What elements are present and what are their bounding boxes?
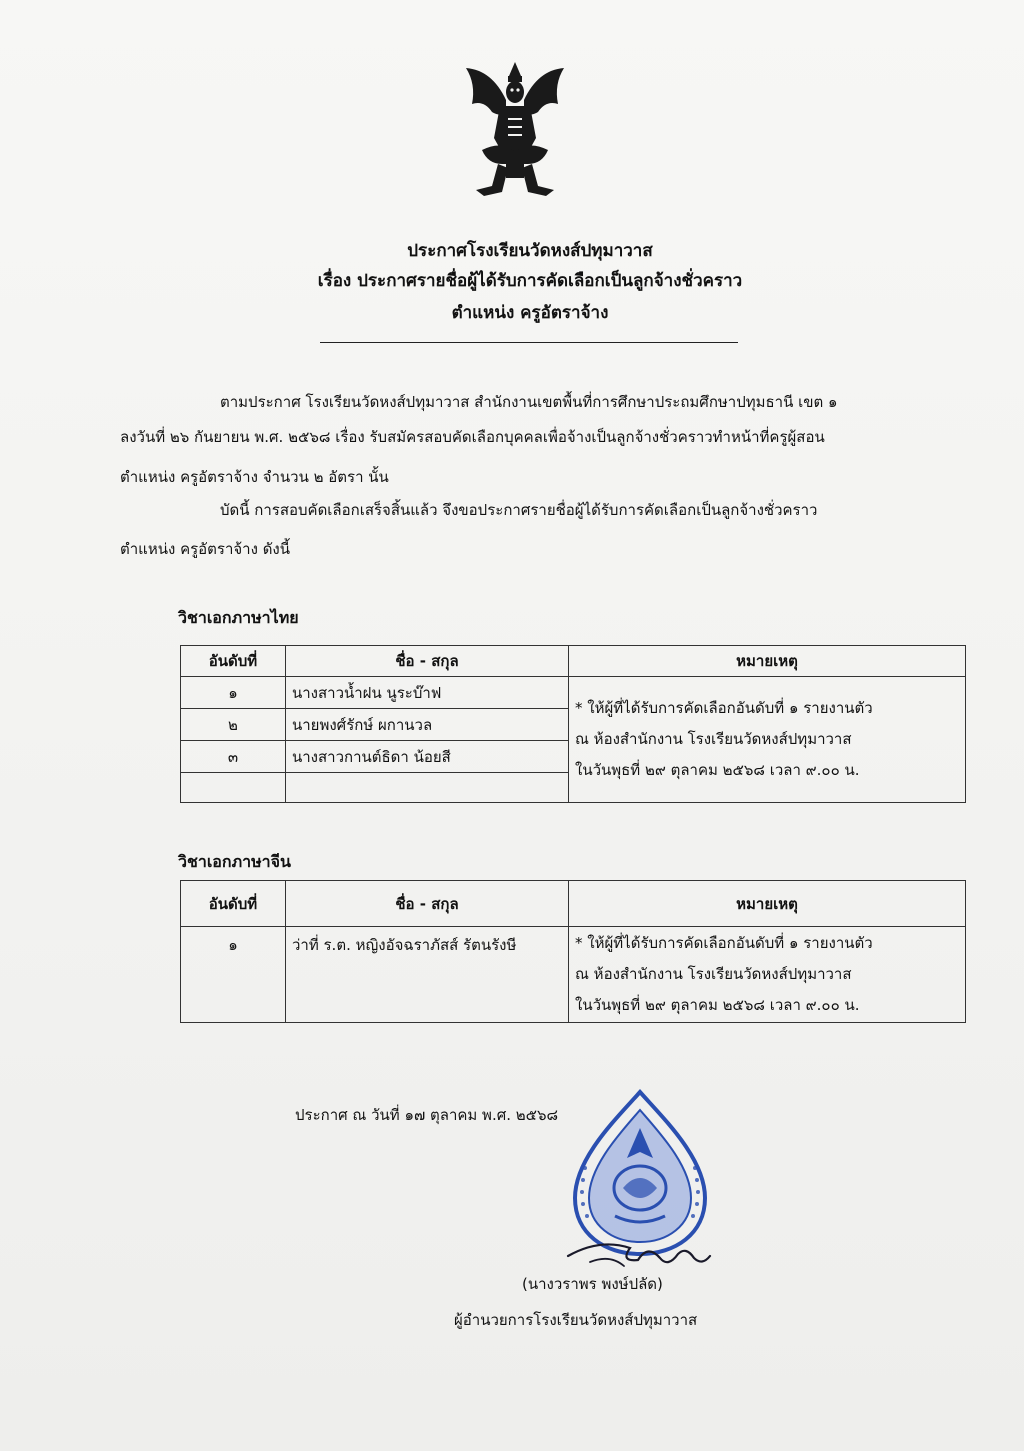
results-table-chinese	[180, 880, 966, 1023]
results-table-thai	[180, 645, 966, 803]
note-line: * ให้ผู้ที่ได้รับการคัดเลือกอันดับที่ ๑ รายงานตัว	[575, 934, 873, 952]
announcement-title: ประกาศโรงเรียนวัดหงส์ปทุมาวาส	[407, 241, 653, 261]
rank-cell: ๑	[181, 927, 286, 1023]
note-line: ณ ห้องสำนักงาน โรงเรียนวัดหงส์ปทุมาวาส	[575, 965, 852, 983]
paragraph-2-line-1: บัดนี้ การสอบคัดเลือกเสร็จสิ้นแล้ว จึงขอประกาศรายชื่อผู้ได้รับการคัดเลือกเป็นลูกจ้างชั่วคราว	[220, 501, 818, 519]
announcement-subject: เรื่อง ประกาศรายชื่อผู้ได้รับการคัดเลือกเป็นลูกจ้างชั่วคราว	[317, 271, 743, 291]
column-header-name: ชื่อ - สกุล	[286, 881, 569, 927]
paragraph-1-line-3: ตำแหน่ง ครูอัตราจ้าง จำนวน ๒ อัตรา นั้น	[120, 468, 389, 486]
rank-cell	[181, 773, 286, 803]
section-title-chinese: วิชาเอกภาษาจีน	[178, 852, 291, 871]
table-header-row	[181, 881, 966, 927]
name-cell	[286, 773, 569, 803]
column-header-rank: อันดับที่	[181, 881, 286, 927]
table-row	[181, 677, 966, 709]
header-divider	[320, 342, 738, 343]
section-title-thai: วิชาเอกภาษาไทย	[178, 608, 299, 627]
paragraph-2-line-2: ตำแหน่ง ครูอัตราจ้าง ดังนี้	[120, 540, 291, 558]
name-cell: นายพงศ์รักษ์ ผกานวล	[286, 709, 569, 741]
table-header-row	[181, 646, 966, 677]
name-cell: ว่าที่ ร.ต. หญิงอัจฉราภัสส์ รัตนรังษี	[286, 927, 569, 1023]
paragraph-1-line-1: ตามประกาศ โรงเรียนวัดหงส์ปทุมาวาส สำนักงานเขตพื้นที่การศึกษาประถมศึกษาปทุมธานี เขต ๑	[220, 393, 838, 411]
table-row	[181, 927, 966, 1023]
name-cell: นางสาวกานต์ธิดา น้อยสี	[286, 741, 569, 773]
note-line: ในวันพุธที่ ๒๙ ตุลาคม ๒๕๖๘ เวลา ๙.๐๐ น.	[575, 761, 860, 779]
paragraph-1-line-2: ลงวันที่ ๒๖ กันยายน พ.ศ. ๒๕๖๘ เรื่อง รับสมัครสอบคัดเลือกบุคคลเพื่อจ้างเป็นลูกจ้างชั่วคราวทำหน้าที่ครูผู้สอน	[120, 428, 825, 446]
column-header-note: หมายเหตุ	[569, 881, 966, 927]
note-cell	[569, 927, 966, 1023]
rank-cell: ๓	[181, 741, 286, 773]
announcement-date: ประกาศ ณ วันที่ ๑๗ ตุลาคม พ.ศ. ๒๕๖๘	[295, 1106, 559, 1124]
signature-icon	[560, 1218, 720, 1278]
signer-name: (นางวราพร พงษ์ปลัด)	[522, 1275, 663, 1293]
garuda-emblem-icon	[462, 60, 568, 200]
rank-cell: ๒	[181, 709, 286, 741]
column-header-name: ชื่อ - สกุล	[286, 646, 569, 677]
announcement-position: ตำแหน่ง ครูอัตราจ้าง	[451, 303, 609, 323]
name-cell: นางสาวน้ำฝน นูระบ๊าฟ	[286, 677, 569, 709]
note-line: ในวันพุธที่ ๒๙ ตุลาคม ๒๕๖๘ เวลา ๙.๐๐ น.	[575, 996, 860, 1014]
column-header-rank: อันดับที่	[181, 646, 286, 677]
column-header-note: หมายเหตุ	[569, 646, 966, 677]
signer-position: ผู้อำนวยการโรงเรียนวัดหงส์ปทุมาวาส	[454, 1311, 698, 1329]
note-line: * ให้ผู้ที่ได้รับการคัดเลือกอันดับที่ ๑ รายงานตัว	[575, 699, 873, 717]
note-cell	[569, 677, 966, 803]
rank-cell: ๑	[181, 677, 286, 709]
note-line: ณ ห้องสำนักงาน โรงเรียนวัดหงส์ปทุมาวาส	[575, 730, 852, 748]
